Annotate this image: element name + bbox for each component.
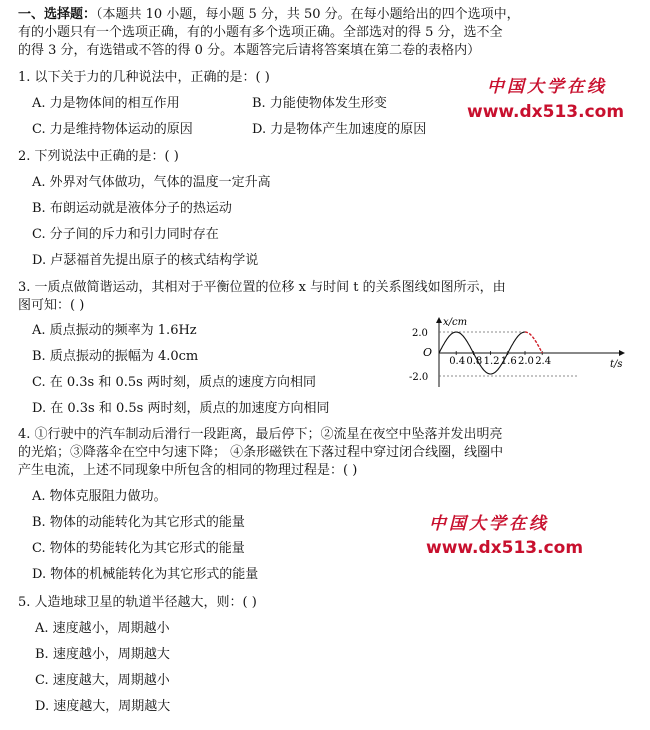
- graph-y-max-label: 2.0: [412, 328, 428, 339]
- q1-option-b: B. 力能使物体发生形变: [252, 96, 387, 111]
- watermark-url-bottom: www.dx513.com: [426, 538, 584, 558]
- q3-option-b: B. 质点振动的振幅为 4.0cm: [32, 349, 199, 364]
- q1-stem: 1. 以下关于力的几种说法中，正确的是：( ): [18, 70, 270, 85]
- graph-y-min-label: -2.0: [409, 372, 429, 383]
- q2-stem: 2. 下列说法中正确的是：( ): [18, 149, 179, 164]
- section-intro: [18, 6, 618, 60]
- displacement-time-graph: [405, 315, 627, 390]
- graph-tick-label: 1.6: [500, 356, 517, 367]
- q4-option-b: B. 物体的动能转化为其它形式的能量: [32, 515, 245, 530]
- q4-option-d: D. 物体的机械能转化为其它形式的能量: [32, 567, 259, 582]
- q3-option-c: C. 在 0.3s 和 0.5s 两时刻，质点的速度方向相同: [32, 375, 316, 390]
- q3-option-a: A. 质点振动的频率为 1.6Hz: [32, 323, 197, 338]
- q4-stem-line-1: 4. ①行驶中的汽车制动后滑行一段距离，最后停下；②流星在夜空中坠落并发出明亮: [18, 427, 503, 442]
- graph-t-axis-arrow: [619, 350, 625, 356]
- q3-stem-line-2: 图可知：( ): [18, 298, 85, 313]
- graph-tick-label: 0.8: [466, 356, 483, 367]
- q1-option-d: D. 力是物体产生加速度的原因: [252, 122, 427, 137]
- q5-option-b: B. 速度越小，周期越大: [35, 647, 170, 662]
- q4-stem-line-3: 产生电流，上述不同现象中所包含的相同的物理过程是：( ): [18, 463, 358, 478]
- q5-option-c: C. 速度越大，周期越小: [35, 673, 170, 688]
- q2-option-a: A. 外界对气体做功，气体的温度一定升高: [32, 175, 271, 190]
- watermark-url-top: www.dx513.com: [467, 102, 625, 122]
- q2-option-d: D. 卢瑟福首先提出原子的核式结构学说: [32, 253, 259, 268]
- section-heading: 一、选择题：: [18, 7, 97, 22]
- q2-option-c: C. 分子间的斥力和引力同时存在: [32, 227, 219, 242]
- intro-line-2: 有的小题只有一个选项正确，有的小题有多个选项正确。全部选对的得 5 分，选不全: [18, 25, 503, 40]
- graph-tick-label: 2.0: [518, 356, 534, 367]
- q4-option-a: A. 物体克服阻力做功。: [32, 489, 167, 504]
- q1-option-a: A. 力是物体间的相互作用: [32, 96, 180, 111]
- q5-option-d: D. 速度越大，周期越大: [35, 699, 171, 714]
- q4-option-c: C. 物体的势能转化为其它形式的能量: [32, 541, 245, 556]
- graph-tick-label: 1.2: [483, 356, 500, 367]
- graph-y-label: x/cm: [443, 317, 468, 328]
- graph-tick-label: 0.4: [449, 356, 466, 367]
- q3-option-d: D. 在 0.3s 和 0.5s 两时刻，质点的加速度方向相同: [32, 401, 330, 416]
- graph-tick-label: 2.4: [535, 356, 552, 367]
- q5-stem: 5. 人造地球卫星的轨道半径越大，则：( ): [18, 595, 257, 610]
- q2-option-b: B. 布朗运动就是液体分子的热运动: [32, 201, 232, 216]
- watermark-cn-bottom: 中国大学在线: [429, 514, 549, 534]
- q1-option-c: C. 力是维持物体运动的原因: [32, 122, 193, 137]
- intro-line-1: （本题共 10 小题，每小题 5 分，共 50 分。在每小题给出的四个选项中，: [96, 7, 520, 22]
- graph-t-label: t/s: [610, 359, 623, 370]
- intro-line-3: 的得 3 分，有选错或不答的得 0 分。本题答完后请将答案填在第二卷的表格内）: [18, 43, 481, 58]
- q4-stem-line-2: 的光焰；③降落伞在空中匀速下降； ④条形磁铁在下落过程中穿过闭合线圈，线圈中: [18, 445, 504, 460]
- q3-stem-line-1: 3. 一质点做简谐运动，其相对于平衡位置的位移 x 与时间 t 的关系图线如图所示，由: [18, 280, 506, 295]
- graph-curve-highlight: [525, 332, 542, 353]
- q5-option-a: A. 速度越小，周期越小: [35, 621, 170, 636]
- watermark-cn-top: 中国大学在线: [487, 77, 607, 97]
- graph-x-axis-arrow: [436, 317, 442, 323]
- graph-origin-label: O: [423, 346, 433, 359]
